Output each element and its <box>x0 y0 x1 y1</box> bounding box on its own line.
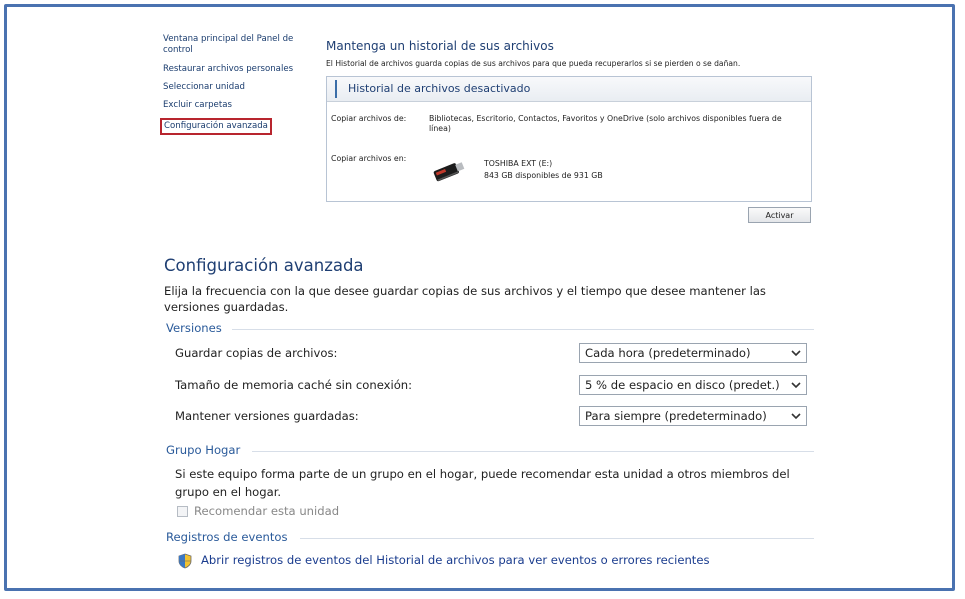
history-status-panel <box>326 76 812 202</box>
open-event-logs-link[interactable]: Abrir registros de eventos del Historial de archivos para ver eventos o errores recientes <box>201 553 710 567</box>
cache-size-label: Tamaño de memoria caché sin conexión: <box>175 378 413 392</box>
keep-versions-select[interactable] <box>579 406 807 426</box>
event-logs-divider <box>300 538 814 539</box>
recommend-drive-label[interactable]: Recomendar esta unidad <box>194 504 340 518</box>
history-title: Mantenga un historial de sus archivos <box>326 39 554 53</box>
chevron-down-icon <box>790 379 802 391</box>
save-copies-label: Guardar copias de archivos: <box>175 346 338 360</box>
versions-heading: Versiones <box>166 321 222 335</box>
sidebar-item-select-drive[interactable]: Seleccionar unidad <box>163 82 245 92</box>
drive-space: 843 GB disponibles de 931 GB <box>484 171 603 180</box>
sidebar-item-restore-files[interactable]: Restaurar archivos personales <box>163 64 294 74</box>
versions-divider <box>232 329 814 330</box>
history-status-text: Historial de archivos desactivado <box>348 82 531 95</box>
drive-name: TOSHIBA EXT (E:) <box>484 159 553 168</box>
sidebar-item-advanced-settings[interactable]: Configuración avanzada <box>160 118 272 135</box>
event-logs-heading: Registros de eventos <box>166 530 288 544</box>
advanced-description: Elija la frecuencia con la que desee guardar copias de sus archivos y el tiempo que desee mantener las versiones guardadas. <box>164 284 766 314</box>
advanced-title: Configuración avanzada <box>164 256 364 275</box>
cache-size-select[interactable] <box>579 375 807 395</box>
history-description: El Historial de archivos guarda copias de sus archivos para que pueda recuperarlos si se pierden o se dañan. <box>326 59 741 68</box>
save-copies-value: Cada hora (predeterminado) <box>585 346 751 360</box>
chevron-down-icon <box>790 410 802 422</box>
homegroup-description: Si este equipo forma parte de un grupo en el hogar, puede recomendar esta unidad a otros miembros del grupo en el hogar. <box>175 467 790 499</box>
activate-button[interactable]: Activar <box>748 207 811 223</box>
sidebar-item-control-panel-home[interactable]: Ventana principal del Panel de control <box>163 34 294 55</box>
copy-to-label: Copiar archivos en: <box>331 154 407 163</box>
cache-size-value: 5 % de espacio en disco (predet.) <box>585 378 780 392</box>
homegroup-divider <box>252 451 814 452</box>
sidebar-nav <box>163 34 313 142</box>
sidebar-item-exclude-folders[interactable]: Excluir carpetas <box>163 100 232 110</box>
shield-icon <box>177 553 193 569</box>
copy-from-label: Copiar archivos de: <box>331 114 407 123</box>
usb-drive-icon <box>430 158 466 184</box>
save-copies-select[interactable] <box>579 343 807 363</box>
homegroup-heading: Grupo Hogar <box>166 443 241 457</box>
keep-versions-value: Para siempre (predeterminado) <box>585 409 767 423</box>
copy-from-value: Bibliotecas, Escritorio, Contactos, Favoritos y OneDrive (solo archivos disponibles fuera de línea) <box>429 114 782 133</box>
header-accent-bar <box>335 80 337 98</box>
history-status-header <box>327 77 811 102</box>
keep-versions-label: Mantener versiones guardadas: <box>175 409 359 423</box>
chevron-down-icon <box>790 347 802 359</box>
recommend-drive-checkbox[interactable] <box>177 506 188 517</box>
